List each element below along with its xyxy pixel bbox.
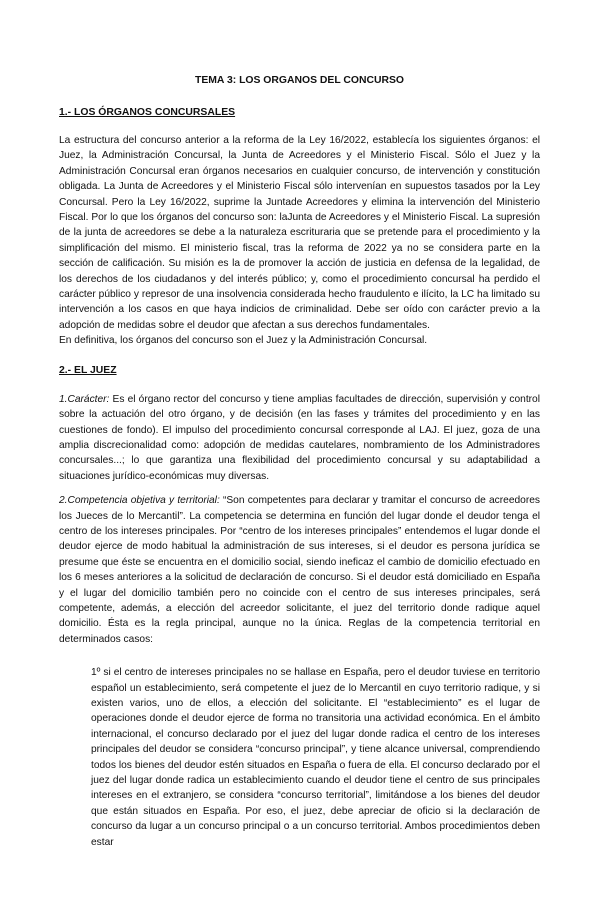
caracter-text: Es el órgano rector del concurso y tiene amplias facultades de dirección, supervisión y control sobre la actuación del otro órgano, y de decisión (en las fases y trámites del procedimiento y en las cuestiones de fondo). El impulso del procedimiento concursal corresponde al LAJ. El juez, goza de una amplia discrecionalidad como: adopción de medidas cautelares, nombramiento de los Administradores concursales...; lo que garantiza una flexibilidad del procedimiento concursal y su adaptabilidad a situaciones jurídico-económicas muy diversas. xyxy=(59,393,540,482)
section-1-paragraph: La estructura del concurso anterior a la reforma de la Ley 16/2022, establecía los siguientes órganos: el Juez, la Administración Concursal, la Junta de Acreedores y el Ministerio Fiscal. Sólo el Juez y la Administración Concursal eran órganos necesarios en cualquier concurso, de intervención y constitución obligada. La Junta de Acreedores y el Ministerio Fiscal sólo intervenían en supuestos tasados por la Ley Concursal. Pero la Ley 16/2022, suprime la Juntade Acreedores y elimina la intervención del Ministerio Fiscal. Por lo que los órganos del concurso son: laJunta de Acreedores y el Ministerio Fiscal. La supresión de la junta de acreedores se debe a la naturaleza escrituraria que se pretende para el procedimiento y la simplificación del mismo. El ministerio fiscal, tras la reforma de 2022 ya no se considera parte en la sección de calificación. Su misión es la de promover la acción de justicia en defensa de la legalidad, de los derechos de los ciudadanos y del interés público; y, como el procedimiento concursal ha perdido el carácter público y represor de una insolvencia considerada hecho fraudulento e ilícito, la LC ha limitado su intervención a los casos en que haya indicios de criminalidad. Debe ser oído con carácter previo a la adopción de medidas sobre el deudor que afectan a sus derechos fundamentales. xyxy=(59,135,540,331)
section-1-heading: 1.- LOS ÓRGANOS CONCURSALES xyxy=(59,107,236,118)
section-1-conclusion: En definitiva, los órganos del concurso son el Juez y la Administración Concursal. xyxy=(59,335,428,347)
competencia-rule-1: 1º si el centro de intereses principales no se hallase en España, pero el deudor tuviese en territorio español un establecimiento, será competente el juez de lo Mercantil en cuyo territorio radique, y si existen varios, uno de ellos, a elección del solicitante. El “establecimiento” es el lugar de operaciones donde el deudor ejerce de forma no transitoria una actividad económica. En el ámbito internacional, el concurso declarado por el juez del lugar donde radica el centro de los intereses principales del deudor se considera “concurso principal”, y tiene alcance universal, comprendiendo todos los bienes del deudor estén situados en España o fuera de ella. El concurso declarado por el juez del lugar donde radica un establecimiento cuando el deudor tiene el centro de sus principales intereses en el extranjero, se considera “concurso territorial”, limitándose a los bienes del deudor que están situados en España. Por eso, el juez, debe apreciar de oficio si la declaración de concurso da lugar a un concurso principal o a un concurso territorial. Ambos procedimientos deben estar xyxy=(91,667,540,848)
document-title: TEMA 3: LOS ORGANOS DEL CONCURSO xyxy=(195,75,404,86)
competencia-label: 2.Competencia objetiva y territorial: xyxy=(59,495,220,507)
section-2-heading: 2.- EL JUEZ xyxy=(59,364,117,376)
caracter-paragraph xyxy=(59,392,540,484)
document-page xyxy=(0,74,600,922)
competencia-text: “Son competentes para declarar y tramitar el concurso de acreedores los Jueces de lo Mercantil”. La competencia se determina en función del lugar donde el deudor tenga el centro de los intereses principales. Por “centro de los intereses principales” entendemos el lugar donde el deudor ejerce de modo habitual la administración de sus intereses, si el deudor es persona jurídica se presume que éste se encuentra en el domicilio social, siendo ineficaz el cambio de domicilio efectuado en los 6 meses anteriores a la solicitud de declaración de concurso. Si el deudor está domiciliado en España y el lugar del domicilio también pero no coincide con el centro de sus intereses principales, será competente, además, a elección del acreedor solicitante, el juez del territorio donde radique aquel domicilio. Ésta es la regla principal, aunque no la única. Reglas de la competencia territorial en determinados casos: xyxy=(59,495,540,645)
competencia-paragraph xyxy=(59,493,540,647)
caracter-label: 1.Carácter: xyxy=(59,393,110,405)
